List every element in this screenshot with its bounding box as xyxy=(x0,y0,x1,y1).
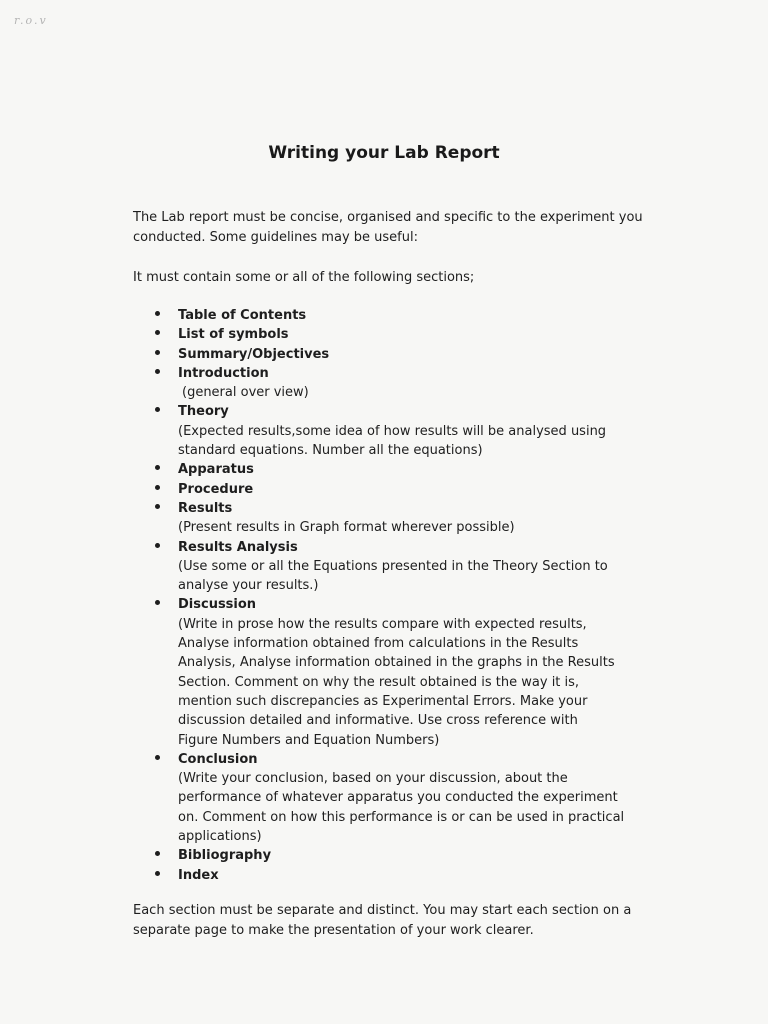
bullet-icon xyxy=(155,504,160,509)
section-results xyxy=(150,499,670,538)
section-note: (general over view) xyxy=(182,385,309,401)
section-label: Conclusion xyxy=(178,751,258,767)
section-label: Theory xyxy=(178,404,229,420)
section-note: (Use some or all the Equations presented in the Theory Section to analyse your results.) xyxy=(178,558,608,594)
section-bibliography xyxy=(150,846,670,865)
section-note: (Present results in Graph format wherever possible) xyxy=(178,520,515,536)
section-introduction xyxy=(150,364,670,403)
bullet-icon xyxy=(155,485,160,490)
section-note: (Expected results,some idea of how results will be analysed using standard equations. Number all the equations) xyxy=(178,423,607,459)
bullet-icon xyxy=(155,350,160,355)
bullet-icon xyxy=(155,369,160,374)
bullet-icon xyxy=(155,407,160,412)
section-label: Apparatus xyxy=(178,462,254,478)
section-procedure xyxy=(150,480,670,499)
sections-list xyxy=(150,306,670,885)
section-label: Table of Contents xyxy=(178,308,307,323)
bullet-icon xyxy=(155,871,160,876)
section-results-analysis xyxy=(150,538,670,596)
section-summary-objectives xyxy=(150,345,670,364)
section-conclusion xyxy=(150,750,670,846)
sections-prompt: It must contain some or all of the following sections; xyxy=(133,270,475,285)
bullet-icon xyxy=(155,330,160,335)
section-note: (Write your conclusion, based on your discussion, about the performance of whatever apparatus you conducted the experiment on. Comment on how this performance is or can be used in practical applications) xyxy=(178,771,625,845)
section-label: Introduction xyxy=(178,365,269,381)
bullet-icon xyxy=(155,543,160,548)
section-apparatus xyxy=(150,460,670,479)
bullet-icon xyxy=(155,851,160,856)
closing-paragraph: Each section must be separate and distinct. You may start each section on a separate page to make the presentation of your work clearer. xyxy=(133,903,632,938)
section-label: Index xyxy=(178,867,219,883)
section-list-of-symbols xyxy=(150,325,670,344)
section-label: Results xyxy=(178,500,233,516)
section-label: Summary/Objectives xyxy=(178,346,330,362)
bullet-icon xyxy=(155,755,160,760)
section-theory xyxy=(150,402,670,460)
section-label: Procedure xyxy=(178,481,254,497)
section-label: Bibliography xyxy=(178,848,272,864)
section-label: Results Analysis xyxy=(178,539,298,555)
bullet-icon xyxy=(155,311,160,316)
document-title: Writing your Lab Report xyxy=(268,143,500,163)
bullet-icon xyxy=(155,465,160,470)
section-discussion xyxy=(150,595,670,749)
intro-paragraph: The Lab report must be concise, organised and specific to the experiment you conducted. Some guidelines may be useful: xyxy=(133,210,643,245)
section-label: List of symbols xyxy=(178,327,289,343)
section-label: Discussion xyxy=(178,597,257,613)
section-index xyxy=(150,866,670,885)
bullet-icon xyxy=(155,600,160,605)
corner-scan-mark: r.o.v xyxy=(14,14,48,27)
section-table-of-contents xyxy=(150,306,670,325)
section-note: (Write in prose how the results compare with expected results, Analyse information obtained from calculations in the Results Analysis, Analyse information obtained in the graphs in the Results Section. Comment on why the result obtained is the way it is, mention such discrepancies as Experimental Errors. Make your discussion detailed and informative. Use cross reference with Figure Numbers and Equation Numbers) xyxy=(178,616,615,748)
